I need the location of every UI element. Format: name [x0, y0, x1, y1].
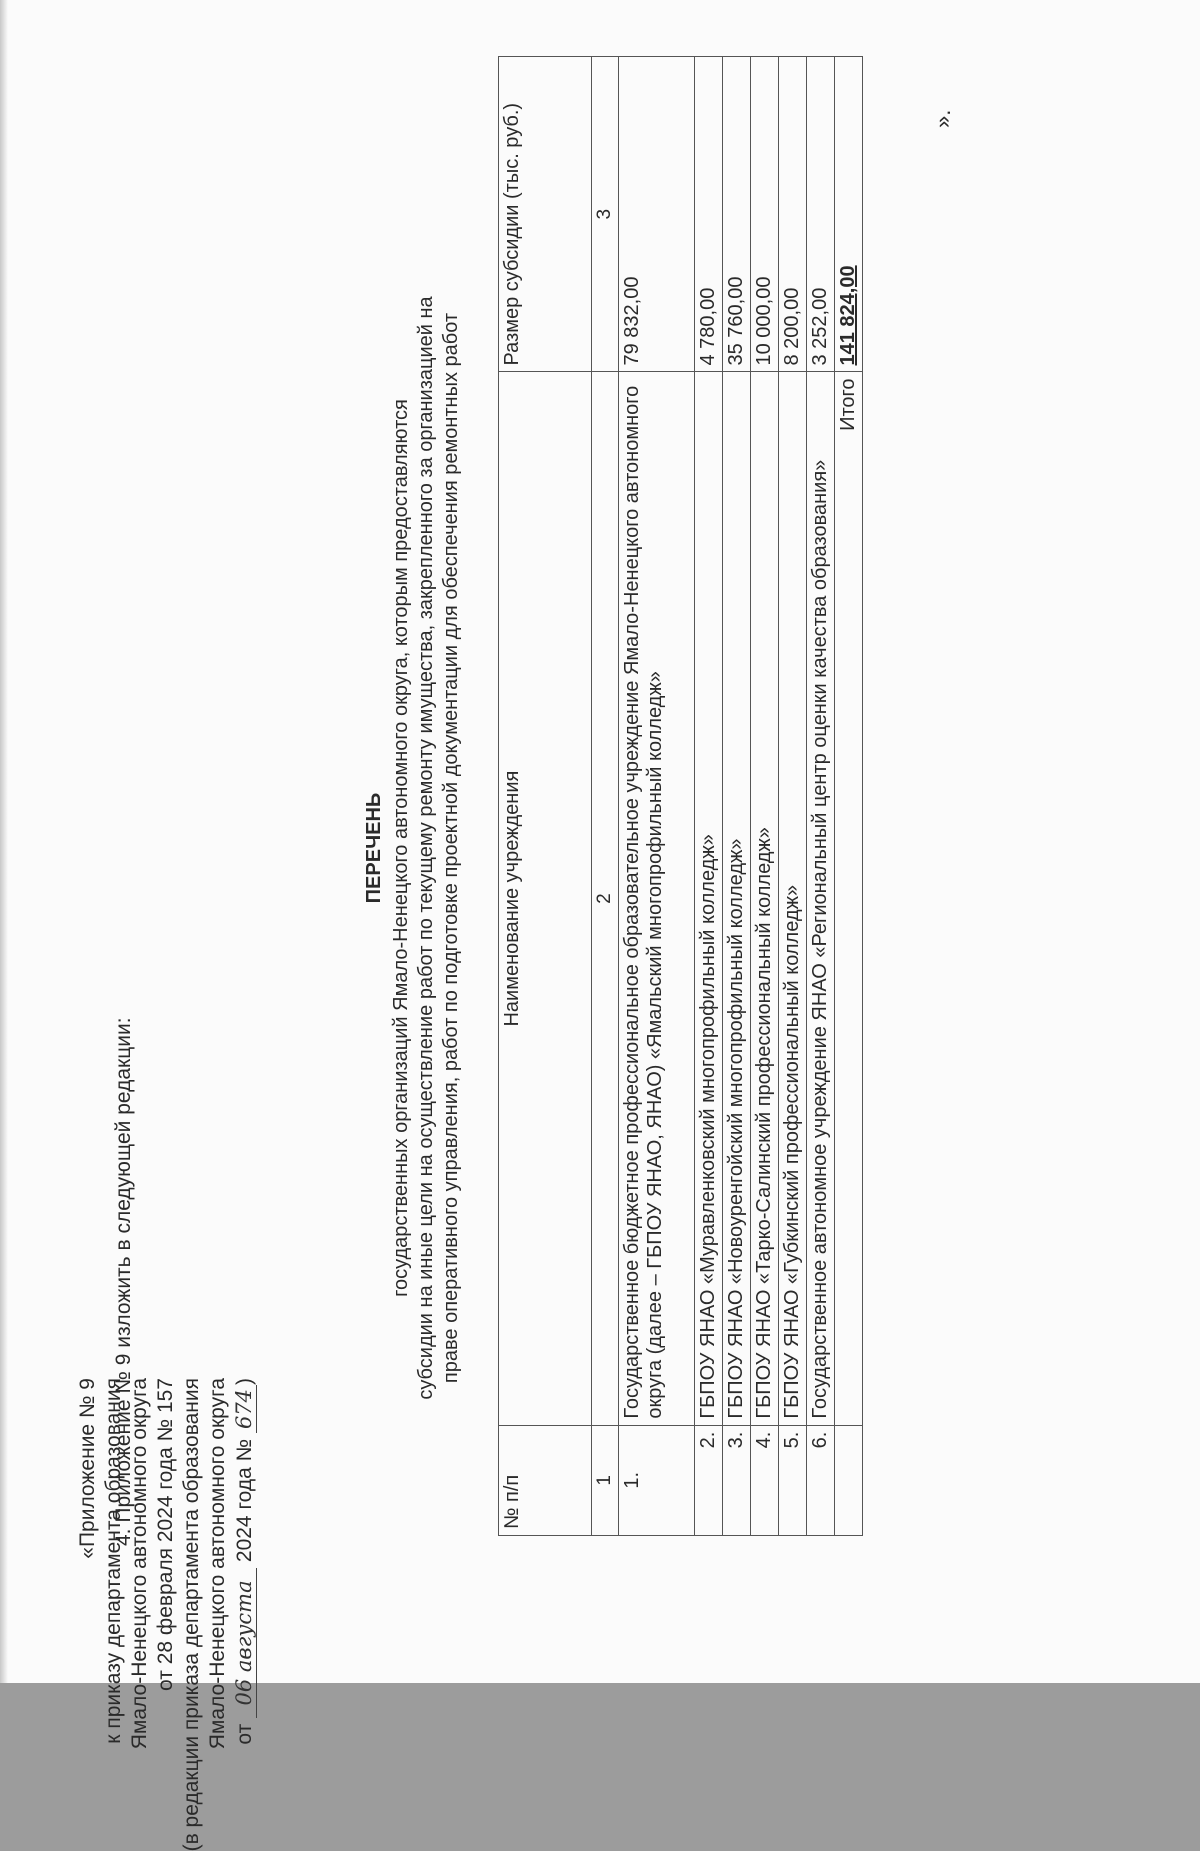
row-name: Государственное бюджетное профессиональное образовательное учреждение Ямало-Ненецкого автономного округа (далее – ГБПОУ ЯНАО, ЯНАО) «Ямальский многопрофильный колледж»: [618, 372, 694, 1425]
closing-quote: ».: [930, 109, 955, 128]
col-number-2: 2: [592, 372, 619, 1425]
approval-line-3: Ямало-Ненецкого автономного округа: [128, 1378, 151, 1750]
row-amount: 4 780,00: [694, 57, 722, 373]
handwritten-number: 674: [232, 1385, 257, 1433]
total-label: Итого: [834, 372, 862, 1425]
row-amount: 79 832,00: [618, 57, 694, 373]
row-index: 6.: [806, 1425, 834, 1535]
header-name: Наименование учреждения: [499, 372, 592, 1425]
row-name: ГБПОУ ЯНАО «Муравленковский многопрофильный колледж»: [694, 372, 722, 1425]
row-amount: 35 760,00: [722, 57, 750, 373]
column-number-row: [592, 57, 619, 1536]
approval-line-4: от 28 февраля 2024 года № 157: [154, 1378, 177, 1691]
header-number: № п/п: [499, 1425, 592, 1535]
total-value-cell: [834, 57, 862, 373]
approval-line-1: «Приложение № 9: [76, 1378, 99, 1559]
row-amount: 3 252,00: [806, 57, 834, 373]
row-amount: 8 200,00: [778, 57, 806, 373]
table-row: [750, 57, 778, 1536]
row-name: Государственное автономное учреждение ЯНАО «Региональный центр оценки качества образования»: [806, 372, 834, 1425]
title-line-2: субсидии на иные цели на осуществление работ по текущему ремонту имущества, закрепленного за организацией на: [415, 296, 437, 1400]
approval-line-6: Ямало-Ненецкого автономного округа: [206, 1378, 229, 1750]
table-row: [778, 57, 806, 1536]
approval-year-label: 2024 года №: [233, 1438, 256, 1563]
row-index: 2.: [694, 1425, 722, 1535]
approval-line-5: (в редакции приказа департамента образования: [180, 1378, 203, 1851]
total-row: [834, 57, 862, 1536]
row-name: ГБПОУ ЯНАО «Новоуренгойский многопрофильный колледж»: [722, 372, 750, 1425]
intro-text: 4. Приложение № 9 изложить в следующей редакции:: [112, 1017, 135, 1546]
table-row: [618, 57, 694, 1536]
title-line-1: государственных организаций Ямало-Ненецкого автономного округа, которым предоставляются: [390, 399, 412, 1297]
table-header-row: [499, 57, 592, 1536]
row-name: ГБПОУ ЯНАО «Губкинский профессиональный колледж»: [778, 372, 806, 1425]
col-number-3: 3: [592, 57, 619, 373]
col-number-1: 1: [592, 1425, 619, 1535]
row-index: 4.: [750, 1425, 778, 1535]
title-heading: ПЕРЕЧЕНЬ: [363, 792, 385, 904]
header-amount: Размер субсидии (тыс. руб.): [499, 57, 592, 373]
approval-line-7: [232, 1378, 257, 1745]
total-value: 141 824,00: [836, 265, 859, 366]
approval-line-2: к приказу департамента образования: [102, 1378, 125, 1744]
table-row: [722, 57, 750, 1536]
title-line-3: праве оперативного управления, работ по подготовке проектной документации для обеспечения ремонтных работ: [440, 312, 462, 1384]
row-index: 3.: [722, 1425, 750, 1535]
total-empty-cell: [834, 1425, 862, 1535]
subsidy-table: [498, 56, 863, 1536]
row-index: 1.: [618, 1425, 694, 1535]
approval-from-label: от: [233, 1723, 256, 1745]
row-name: ГБПОУ ЯНАО «Тарко-Салинский профессиональный колледж»: [750, 372, 778, 1425]
row-amount: 10 000,00: [750, 57, 778, 373]
row-index: 5.: [778, 1425, 806, 1535]
handwritten-date: 06 августа: [232, 1568, 257, 1718]
table-row: [806, 57, 834, 1536]
approval-close-paren: ): [233, 1378, 256, 1385]
table-row: [694, 57, 722, 1536]
